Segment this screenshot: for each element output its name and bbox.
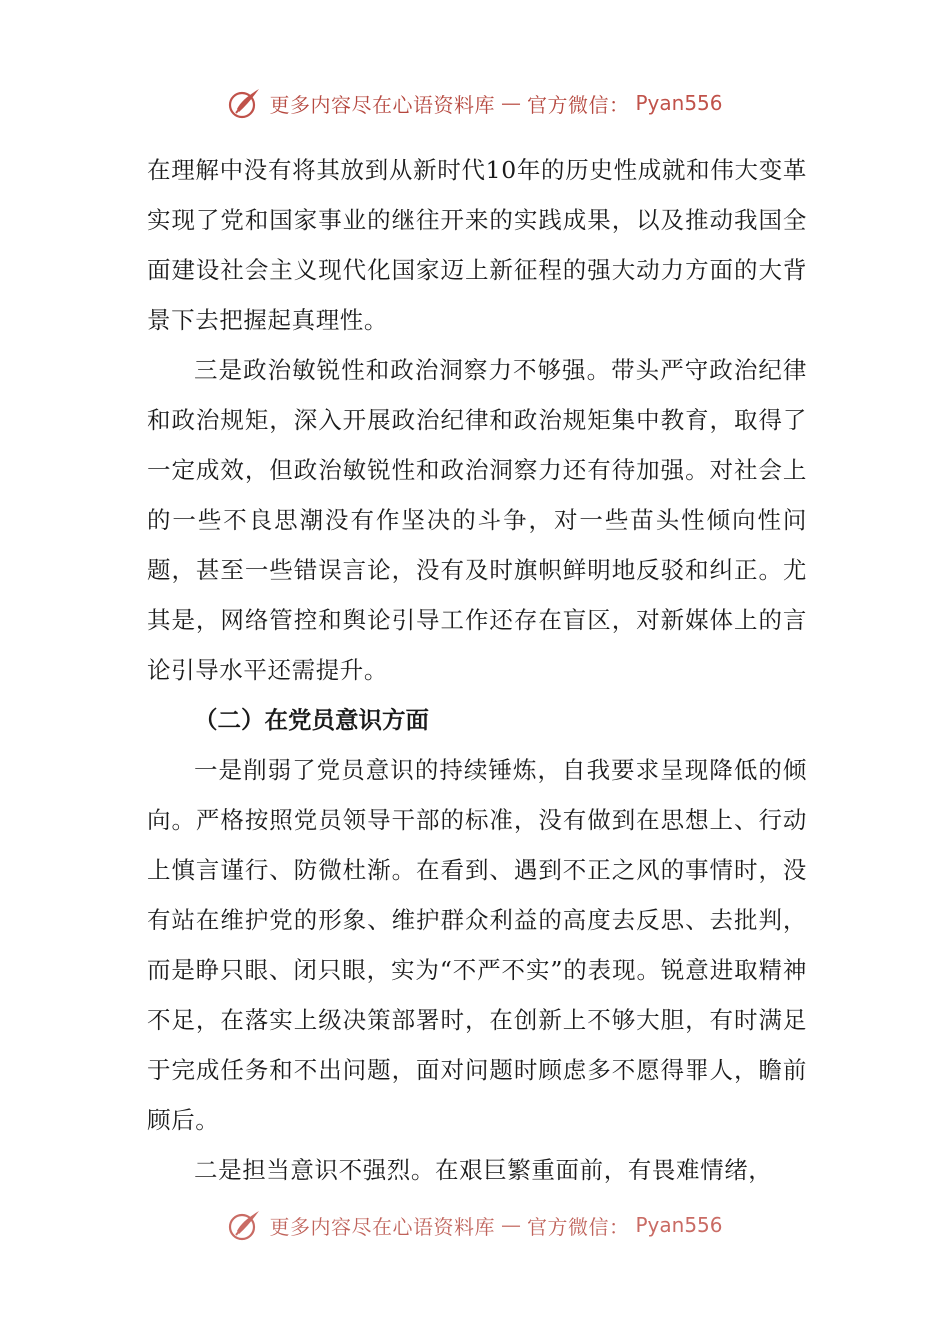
- paragraph-political-sensitivity: 三是政治敏锐性和政治洞察力不够强。带头严守政治纪律和政治规矩，深入开展政治纪律和政治规矩集中教育，取得了一定成效，但政治敏锐性和政治洞察力还有待加强。对社会上的一些不良思潮没有作坚决的斗争，对一些苗头性倾向性问题，甚至一些错误言论，没有及时旗帜鲜明地反驳和纠正。尤其是，网络管控和舆论引导工作还存在盲区，对新媒体上的言论引导水平还需提升。: [147, 356, 807, 684]
- watermark-wechat-label: 官方微信：: [526, 1214, 630, 1239]
- document-body: [147, 145, 807, 1195]
- watermark-wechat-id: Pyan556: [635, 1213, 723, 1237]
- watermark-separator: —: [500, 1213, 521, 1237]
- section-heading-party-awareness: （二）在党员意识方面: [194, 706, 429, 734]
- watermark-wechat-label: 官方微信：: [526, 92, 630, 117]
- quill-logo-icon: [227, 1207, 263, 1243]
- paragraph-continuation: 在理解中没有将其放到从新时代10年的历史性成就和伟大变革实现了党和国家事业的继往开来的实践成果，以及推动我国全面建设社会主义现代化国家迈上新征程的强大动力方面的大背景下去把握起真理性。: [147, 156, 807, 334]
- watermark-separator: —: [500, 91, 521, 115]
- watermark-text: 更多内容尽在心语资料库: [269, 1214, 495, 1239]
- watermark-wechat-id: Pyan556: [635, 91, 723, 115]
- watermark-text: 更多内容尽在心语资料库: [269, 92, 495, 117]
- paragraph-responsibility: 二是担当意识不强烈。在艰巨繁重面前，有畏难情绪，: [194, 1156, 773, 1184]
- header-watermark: [0, 86, 950, 120]
- paragraph-party-awareness: 一是削弱了党员意识的持续锤炼，自我要求呈现降低的倾向。严格按照党员领导干部的标准，没有做到在思想上、行动上慎言谨行、防微杜渐。在看到、遇到不正之风的事情时，没有站在维护党的形象、维护群众利益的高度去反思、去批判，而是睁只眼、闭只眼，实为“不严不实”的表现。锐意进取精神不足，在落实上级决策部署时，在创新上不够大胆，有时满足于完成任务和不出问题，面对问题时顾虑多不愿得罪人，瞻前顾后。: [147, 756, 807, 1134]
- footer-watermark: [0, 1208, 950, 1242]
- quill-logo-icon: [227, 85, 263, 121]
